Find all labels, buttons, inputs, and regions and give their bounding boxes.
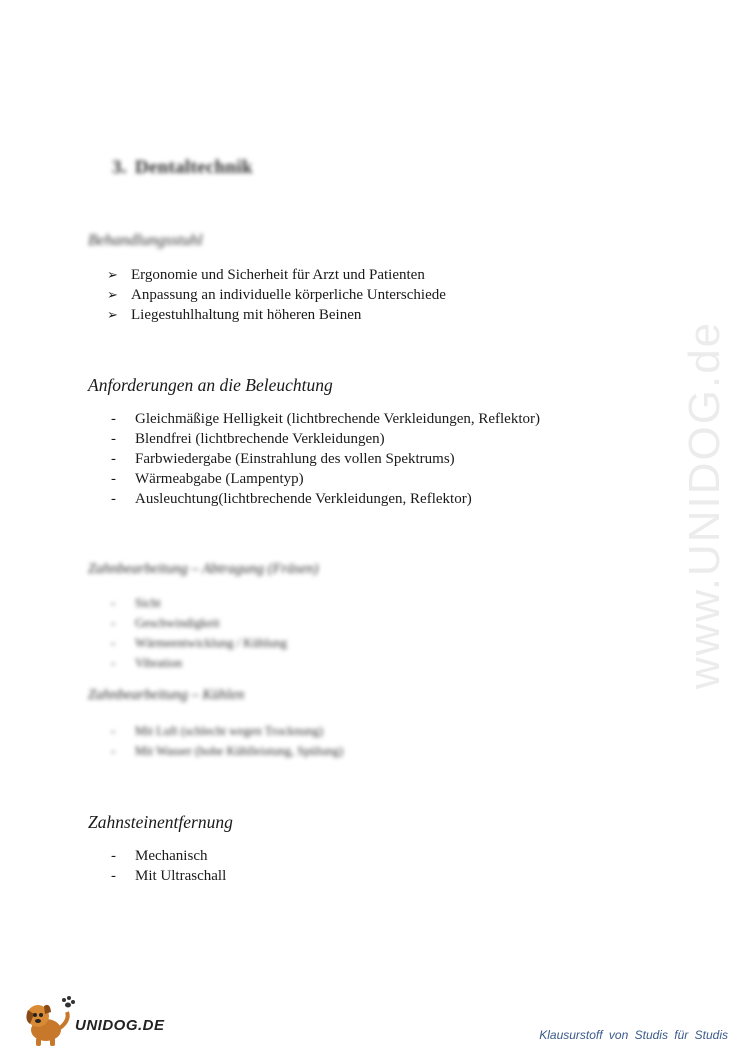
dash-bullet: - (111, 491, 116, 507)
list-item: - Mit Wasser (hohe Kühlleistung, Spülung) (111, 741, 343, 761)
list-item: - Wärmeabgabe (Lampentyp) (111, 471, 304, 487)
list-kuehlen (111, 721, 343, 761)
dash-bullet: - (111, 868, 116, 884)
list-behandlungsstuhl (107, 265, 446, 325)
dash-bullet: - (111, 411, 116, 427)
unidog-logo (20, 990, 170, 1050)
list-item: ➢ Ergonomie und Sicherheit für Arzt und Patienten (107, 267, 425, 283)
dash-bullet: - (111, 656, 116, 670)
watermark: www.UNIDOG.de (680, 320, 729, 690)
list-item: - Blendfrei (lichtbrechende Verkleidungen) (111, 431, 385, 447)
footer-tagline: Klausurstoff von Studis für Studis (539, 1028, 728, 1042)
list-item: - Sicht (111, 593, 287, 613)
dash-bullet: - (111, 848, 116, 864)
heading-kuehlen: Zahnbearbeitung – Kühlen (88, 687, 245, 703)
list-item: - Wärmeentwicklung / Kühlung (111, 633, 287, 653)
heading-abtragung: Zahnbearbeitung – Abtragung (Fräsen) (88, 561, 319, 577)
list-item: - Farbwiedergabe (Einstrahlung des vollen Spektrums) (111, 451, 455, 467)
list-item: - Mit Ultraschall (111, 868, 227, 884)
list-item: - Mit Luft (schlecht wegen Trocknung) (111, 721, 343, 741)
heading-behandlungsstuhl: Behandlungsstuhl (88, 232, 203, 249)
list-item: - Ausleuchtung(lichtbrechende Verkleidungen, Reflektor) (111, 491, 472, 507)
list-item: - Gleichmäßige Helligkeit (lichtbrechende Verkleidungen, Reflektor) (111, 411, 540, 427)
section-heading (112, 157, 253, 179)
dash-bullet: - (111, 431, 116, 447)
list-beleuchtung (111, 409, 540, 509)
arrow-bullet-icon: ➢ (107, 267, 118, 282)
dash-bullet: - (111, 616, 116, 630)
dash-bullet: - (111, 724, 116, 738)
dash-bullet: - (111, 451, 116, 467)
dog-mascot-icon (20, 990, 80, 1050)
logo-text: UNIDOG.DE (75, 1017, 165, 1034)
list-item: - Vibration (111, 653, 287, 673)
list-item: ➢ Liegestuhlhaltung mit höheren Beinen (107, 307, 362, 323)
dash-bullet: - (111, 744, 116, 758)
heading-beleuchtung: Anforderungen an die Beleuchtung (88, 375, 333, 395)
dash-bullet: - (111, 596, 116, 610)
list-zahnstein (111, 846, 226, 886)
arrow-bullet-icon: ➢ (107, 307, 118, 322)
section-title: Dentaltechnik (134, 157, 253, 178)
list-item: - Geschwindigkeit (111, 613, 287, 633)
list-item: ➢ Anpassung an individuelle körperliche Unterschiede (107, 287, 446, 303)
heading-zahnstein: Zahnsteinentfernung (88, 812, 233, 832)
list-abtragung (111, 593, 287, 673)
dash-bullet: - (111, 636, 116, 650)
section-number: 3. (112, 157, 127, 178)
dash-bullet: - (111, 471, 116, 487)
arrow-bullet-icon: ➢ (107, 287, 118, 302)
list-item: - Mechanisch (111, 848, 208, 864)
